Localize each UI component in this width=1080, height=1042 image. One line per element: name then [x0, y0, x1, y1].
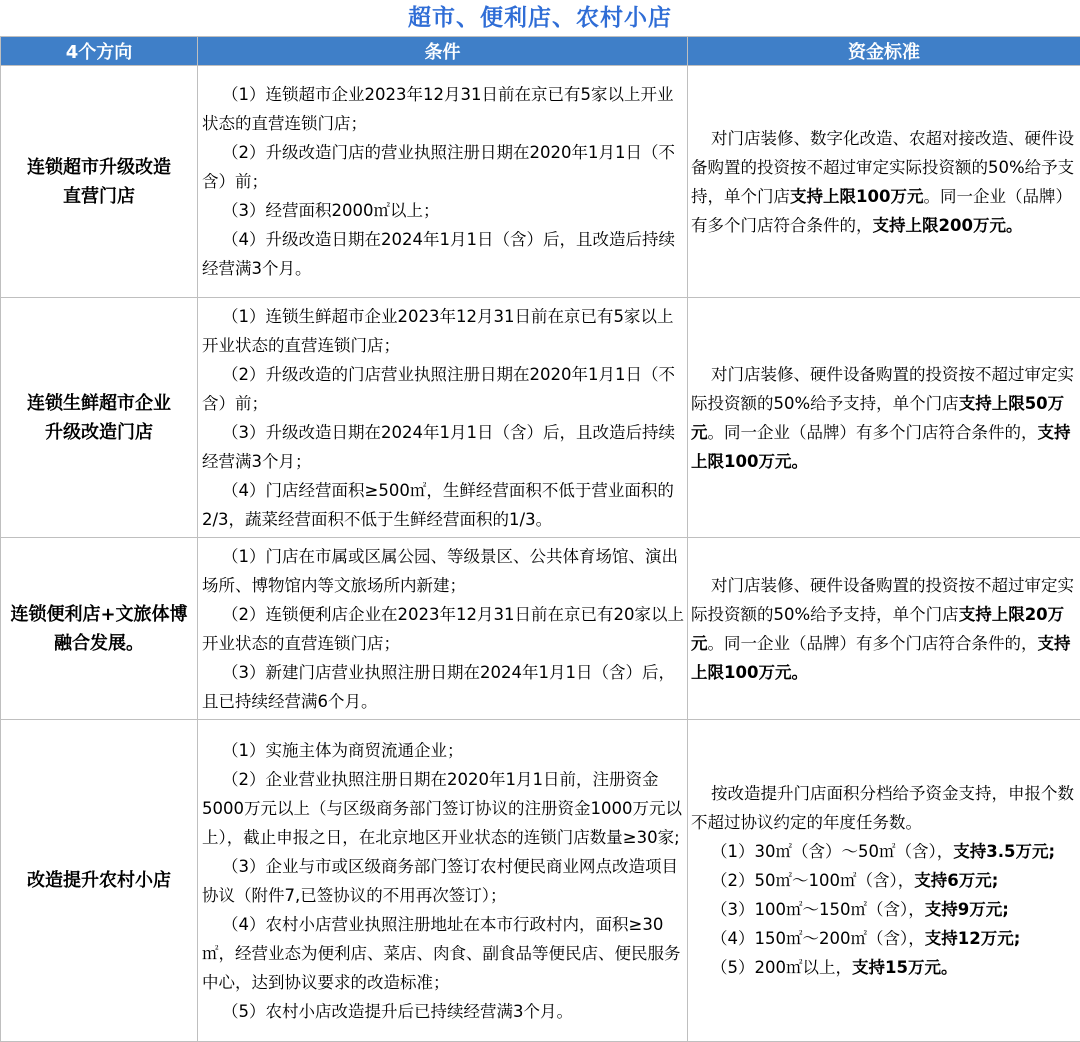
table-row — [1, 66, 1080, 298]
table-header-row — [1, 37, 1080, 66]
header-direction: 4个方向 — [1, 37, 198, 66]
direction-line: 连锁生鲜超市企业 — [5, 389, 193, 418]
table-row — [1, 298, 1080, 538]
direction-line: 融合发展。 — [5, 629, 193, 658]
header-conditions: 条件 — [198, 37, 688, 66]
funding-cell — [688, 720, 1080, 1042]
policy-table — [0, 36, 1080, 1042]
condition-item: （2）连锁便利店企业在2023年12月31日前在京已有20家以上开业状态的直营连锁门店； — [202, 600, 685, 658]
condition-item: （1）门店在市属或区属公园、等级景区、公共体育场馆、演出场所、博物馆内等文旅场所内新建； — [202, 542, 685, 600]
tier-range: （2）50㎡～100㎡（含）， — [711, 871, 914, 890]
funding-text — [691, 124, 1078, 240]
condition-item: （4）门店经营面积≥500㎡，生鲜经营面积不低于营业面积的2/3，蔬菜经营面积不低于生鲜经营面积的1/3。 — [202, 476, 685, 534]
funding-text — [691, 571, 1078, 687]
conditions-cell — [198, 66, 688, 298]
funding-part: 。同一企业（品牌）有多个门店符合条件的， — [708, 423, 1038, 442]
funding-tier — [691, 953, 1078, 982]
condition-item: （1）实施主体为商贸流通企业； — [202, 736, 685, 765]
funding-limit: 支持上限100万元。 — [691, 634, 1071, 682]
funding-cell — [688, 298, 1080, 538]
condition-item: （4）升级改造日期在2024年1月1日（含）后，且改造后持续经营满3个月。 — [202, 225, 685, 283]
tier-support: 支持15万元。 — [852, 958, 957, 977]
funding-intro: 按改造提升门店面积分档给予资金支持，申报个数不超过协议约定的年度任务数。 — [691, 779, 1078, 837]
tier-support: 支持9万元; — [925, 900, 1009, 919]
funding-cell — [688, 538, 1080, 720]
funding-tier — [691, 924, 1078, 953]
header-funding: 资金标准 — [688, 37, 1080, 66]
condition-item: （4）农村小店营业执照注册地址在本市行政村内，面积≥30㎡，经营业态为便利店、菜店、肉食、副食品等便民店、便民服务中心，达到协议要求的改造标准； — [202, 910, 685, 997]
funding-part: 对门店装修、硬件设备购置的投资按不超过审定实际投资额的50%给予支持，单个门店 — [691, 365, 1074, 413]
tier-range: （4）150㎡～200㎡（含）， — [711, 929, 925, 948]
tier-range: （3）100㎡～150㎡（含）， — [711, 900, 925, 919]
table-row — [1, 720, 1080, 1042]
tier-support: 支持3.5万元; — [953, 842, 1055, 861]
condition-item: （3）新建门店营业执照注册日期在2024年1月1日（含）后，且已持续经营满6个月。 — [202, 658, 685, 716]
tier-range: （5）200㎡以上， — [711, 958, 852, 977]
condition-item: （2）企业营业执照注册日期在2020年1月1日前，注册资金5000万元以上（与区级商务部门签订协议的注册资金1000万元以上），截止申报之日，在北京地区开业状态的连锁门店数量≥30家; — [202, 765, 685, 852]
condition-item: （1）连锁超市企业2023年12月31日前在京已有5家以上开业状态的直营连锁门店； — [202, 80, 685, 138]
funding-limit: 支持上限50万元 — [691, 394, 1064, 442]
tier-support: 支持12万元; — [925, 929, 1021, 948]
condition-item: （3）升级改造日期在2024年1月1日（含）后，且改造后持续经营满3个月； — [202, 418, 685, 476]
condition-item: （3）企业与市或区级商务部门签订农村便民商业网点改造项目协议（附件7,已签协议的不用再次签订）； — [202, 852, 685, 910]
direction-cell — [1, 66, 198, 298]
direction-line: 连锁超市升级改造 — [5, 153, 193, 182]
direction-cell — [1, 298, 198, 538]
direction-cell — [1, 538, 198, 720]
conditions-cell — [198, 298, 688, 538]
funding-part: 对门店装修、硬件设备购置的投资按不超过审定实际投资额的50%给予支持，单个门店 — [691, 576, 1074, 624]
table-row — [1, 538, 1080, 720]
direction-cell — [1, 720, 198, 1042]
page-title: 超市、便利店、农村小店 — [0, 0, 1080, 36]
funding-part: 。同一企业（品牌）有多个门店符合条件的， — [691, 187, 1072, 235]
condition-item: （2）升级改造门店的营业执照注册日期在2020年1月1日（不含）前； — [202, 138, 685, 196]
funding-limit: 支持上限20万元 — [691, 605, 1064, 653]
funding-tier — [691, 866, 1078, 895]
condition-item: （2）升级改造的门店营业执照注册日期在2020年1月1日（不含）前； — [202, 360, 685, 418]
direction-line: 升级改造门店 — [5, 418, 193, 447]
funding-tier — [691, 837, 1078, 866]
funding-limit: 支持上限200万元。 — [873, 216, 1023, 235]
funding-part: 对门店装修、数字化改造、农超对接改造、硬件设备购置的投资按不超过审定实际投资额的50%给予支持，单个门店 — [691, 129, 1074, 206]
conditions-cell — [198, 538, 688, 720]
funding-part: 。同一企业（品牌）有多个门店符合条件的， — [708, 634, 1038, 653]
tier-range: （1）30㎡（含）～50㎡（含）， — [711, 842, 953, 861]
funding-tier — [691, 895, 1078, 924]
funding-limit: 支持上限100万元。 — [691, 423, 1071, 471]
conditions-cell — [198, 720, 688, 1042]
funding-cell — [688, 66, 1080, 298]
tier-support: 支持6万元; — [914, 871, 998, 890]
condition-item: （5）农村小店改造提升后已持续经营满3个月。 — [202, 997, 685, 1026]
condition-item: （1）连锁生鲜超市企业2023年12月31日前在京已有5家以上开业状态的直营连锁门店； — [202, 302, 685, 360]
direction-line: 改造提升农村小店 — [5, 866, 193, 895]
funding-text — [691, 360, 1078, 476]
funding-limit: 支持上限100万元 — [790, 187, 923, 206]
direction-line: 连锁便利店+文旅体博 — [5, 600, 193, 629]
direction-line: 直营门店 — [5, 182, 193, 211]
condition-item: （3）经营面积2000㎡以上； — [202, 196, 685, 225]
